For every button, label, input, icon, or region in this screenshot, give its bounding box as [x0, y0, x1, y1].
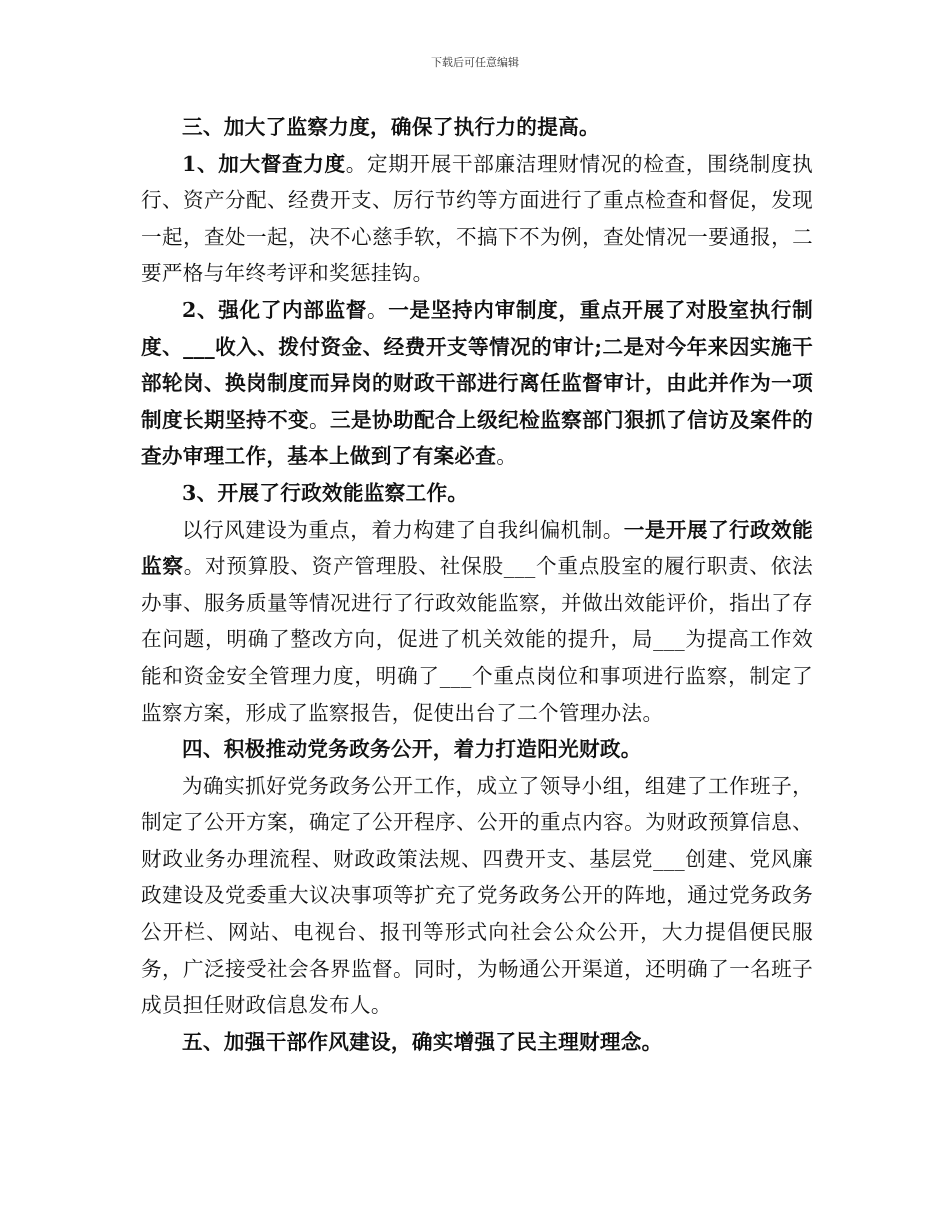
paragraph-2	[141, 292, 813, 475]
section-3-title: 三、加大了监察力度，确保了执行力的提高。	[182, 115, 600, 139]
subsection-3-title: 3、开展了行政效能监察工作。	[182, 480, 469, 505]
section-5-title: 五、加强干部作风建设，确实增强了民主理财理念。	[182, 1029, 663, 1054]
paragraph-1-text: 。定期开展干部廉洁理财情况的检查，围绕制度执行、资产分配、经费开支、厉行节约等方面进行了重点检查和督促，发现一起，查处一起，决不心慈手软，不搞下不为例，查处情况一要通报，二要严格与年终考评和奖惩挂钩。	[141, 151, 813, 286]
page-header: 下载后可任意编辑	[431, 56, 519, 69]
paragraph-2-sep-2: 。	[309, 407, 331, 432]
section-4-title: 四、积极推动党务政务公开，着力打造阳光财政。	[182, 737, 642, 762]
paragraph-2-point-1: 一是坚持内审制度，重点开展了对股室执行制度、___收入、拨付资金、经费开支等情况的审计;二是对今年来因实施干部轮岗、换岗制度而异岗的财政干部进行离任监督审计，由此并作为一项制度长期坚持不变	[141, 297, 814, 432]
paragraph-4-lead: 一是开展了行政效能监察	[141, 517, 813, 579]
paragraph-2-lead: 2、强化了内部监督	[182, 297, 368, 322]
paragraph-1-lead: 1、加大督查力度	[182, 151, 346, 176]
paragraph-4-intro: 以行风建设为重点，着力构建了自我纠偏机制。	[182, 517, 624, 542]
paragraph-2-end: 。	[496, 444, 518, 469]
paragraph-2-point-3: 三是协助配合上级纪检监察部门狠抓了信访及案件的查办审理工作，基本上做到了有案必查	[141, 407, 813, 469]
paragraph-1	[141, 146, 813, 292]
paragraph-5: 为确实抓好党务政务公开工作，成立了领导小组，组建了工作班子，制定了公开方案，确定了公开程序、公开的重点内容。为财政预算信息、财政业务办理流程、财政政策法规、四费开支、基层党___创建、党风廉政建设及党委重大议决事项等扩充了党务政务公开的阵地，通过党务政务公开栏、网站、电视台、报刊等形式向社会公众公开，大力提倡便民服务，广泛接受社会各界监督。同时，为畅通公开渠道，还明确了一名班子成员担任财政信息发布人。	[141, 773, 813, 1018]
paragraph-4	[141, 512, 813, 732]
document-body	[141, 109, 813, 1060]
paragraph-4-text: 。对预算股、资产管理股、社保股___个重点股室的履行职责、依法办事、服务质量等情况进行了行政效能监察，并做出效能评价，指出了存在问题，明确了整改方向，促进了机关效能的提升，局___为提高工作效能和资金安全管理力度，明确了___个重点岗位和事项进行监察，制定了监察方案，形成了监察报告，促使出台了二个管理办法。	[141, 554, 813, 725]
paragraph-2-sep-1: 。	[367, 297, 389, 322]
